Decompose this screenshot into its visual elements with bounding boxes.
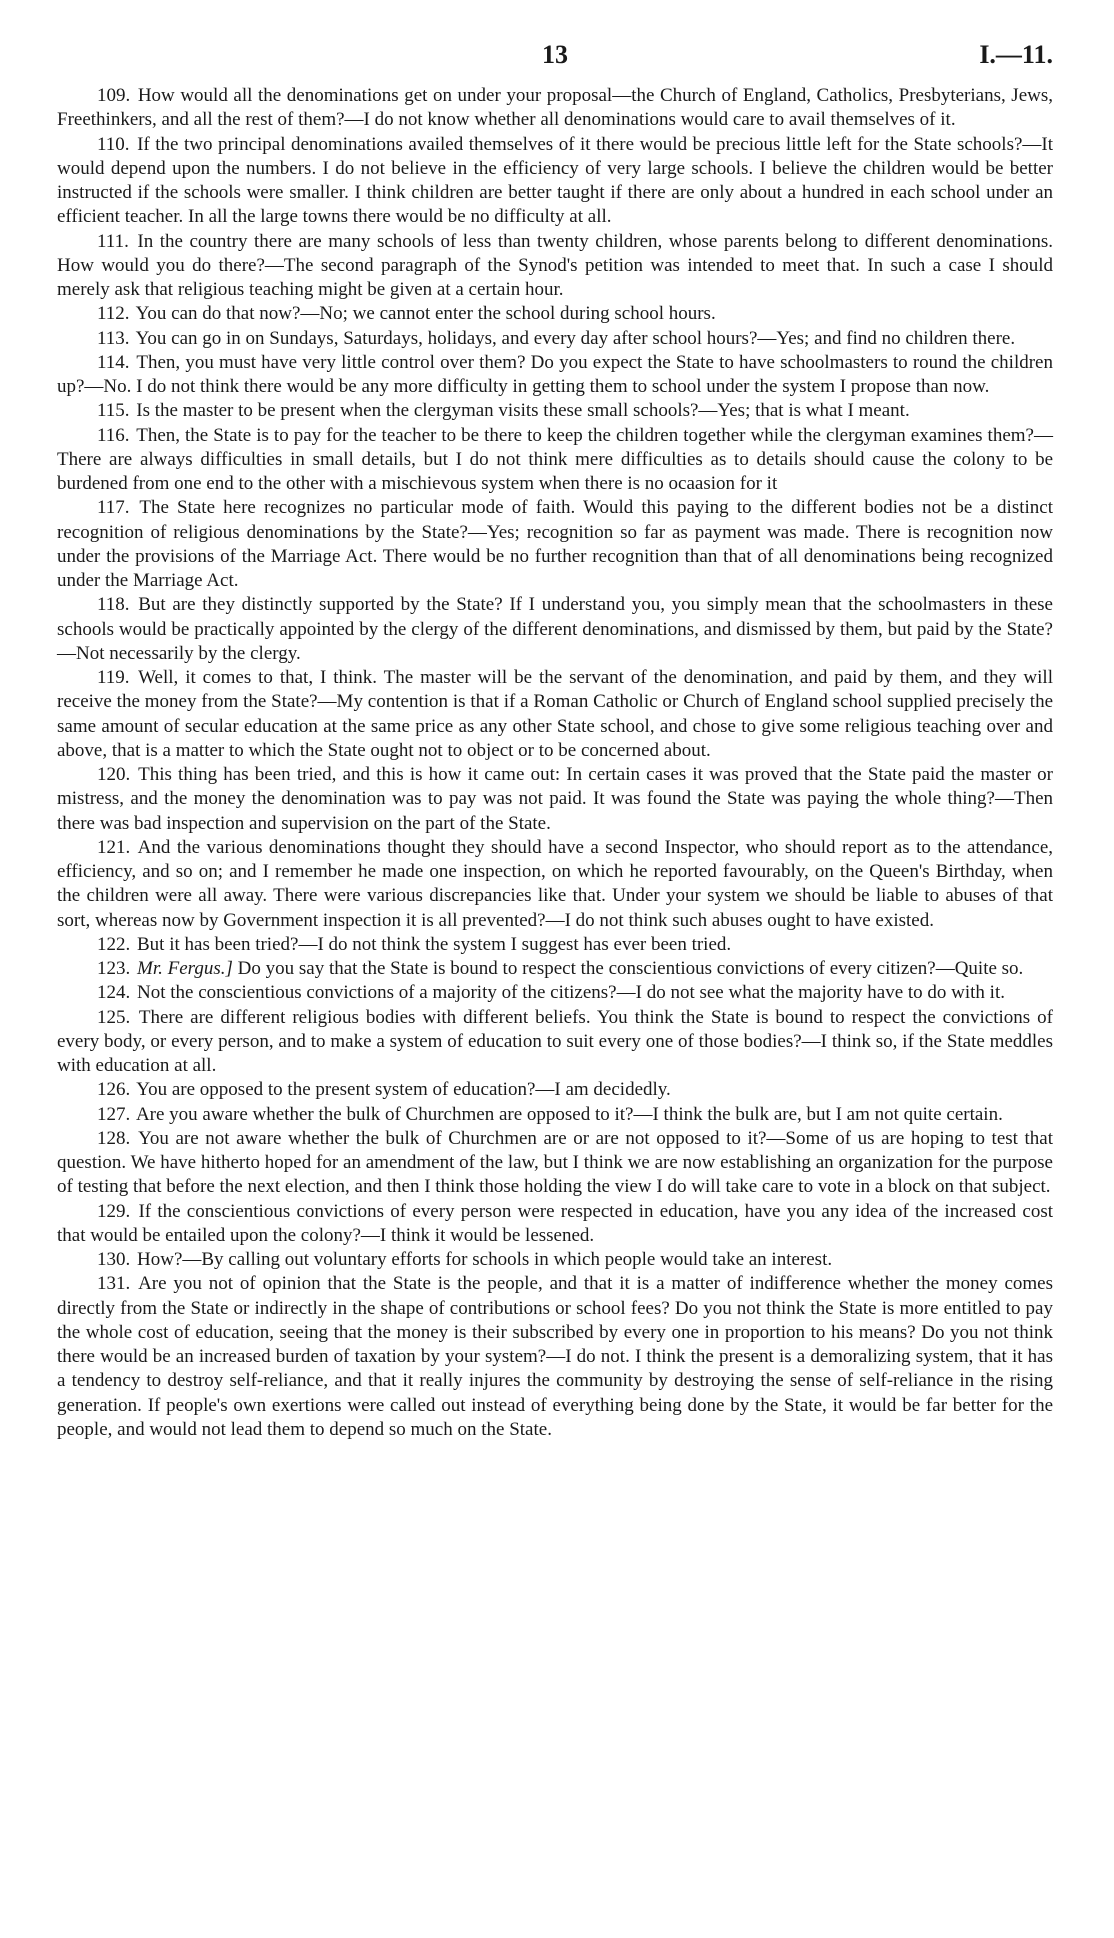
question-126 <box>57 1078 1053 1102</box>
question-text: You can go in on Sundays, Saturdays, holidays, and every day after school hours?—Yes; and find no children there. <box>135 327 1016 349</box>
question-128 <box>57 1127 1053 1200</box>
question-number: 114. <box>97 351 130 373</box>
question-number: 110. <box>97 133 130 155</box>
question-112 <box>57 302 1053 326</box>
question-text: Are you not of opinion that the State is the people, and that it is a matter of indifference whether the money comes directly from the State or indirectly in the shape of contributions or school fees? Do you not think the State is more entitled to pay the whole cost of education, seeing that the money is their subscribed by every one in proportion to his means? Do you not think there would be an increased burden of taxation by your system?—I do not. I think the present is a demoralizing system, that it has a tendency to destroy self-reliance, and that it really injures the community by destroying the sense of self-reliance in the rising generation. If people's own exertions were called out instead of everything being done by the State, it would be far better for the people, and would not lead them to depend so much on the State. <box>57 1273 1053 1440</box>
question-125 <box>57 1006 1053 1079</box>
question-text: Not the conscientious convictions of a majority of the citizens?—I do not see what the majority have to do with it. <box>137 982 1005 1004</box>
question-text: There are different religious bodies with different beliefs. You think the State is bound to respect the convictions of every body, or every person, and to make a system of education to suit every one of those bodies?—I think so, if the State meddles with education at all. <box>57 1006 1053 1076</box>
question-number: 113. <box>97 327 130 349</box>
question-110 <box>57 133 1053 230</box>
question-number: 112. <box>97 303 130 325</box>
question-number: 122. <box>97 933 131 955</box>
question-number: 129. <box>97 1200 131 1222</box>
question-text: How?—By calling out voluntary efforts for schools in which people would take an interest. <box>137 1249 833 1270</box>
question-text: How would all the denominations get on under your proposal—the Church of England, Catholics, Presbyterians, Jews, Freethinkers, and all the rest of them?—I do not know whether all denominations would care to avail themselves of it. <box>57 85 1054 131</box>
question-text: You are not aware whether the bulk of Churchmen are or are not opposed to it?—Some of us are hoping to test that question. We have hitherto hoped for an amendment of the law, but I think we are now establishing an organization for the purpose of testing that before the next election, and then I think those holding the view I do will take care to vote in a block on that subject. <box>57 1127 1053 1198</box>
question-text: Do you say that the State is bound to respect the conscientious convictions of every citizen?—Quite so. <box>237 958 1024 979</box>
question-number: 124. <box>97 982 131 1004</box>
question-text: Well, it comes to that, I think. The master will be the servant of the denomination, and paid by them, and they will receive the money from the State?—My contention is that if a Roman Catholic or Church of England school supplied precisely the same amount of secular education at the same price as any other State school, and chose to give some religious teaching over and above, that is a matter to which the State ought not to object or to be concerned about. <box>57 667 1053 761</box>
question-111 <box>57 230 1053 303</box>
question-text: You are opposed to the present system of education?—I am decidedly. <box>136 1079 671 1101</box>
question-text: And the various denominations thought they should have a second Inspector, who should report as to the attendance, efficiency, and so on; and I remember he made one inspection, on which he reported favourably, on the Queen's Birthday, when the children were all away. There were various discrepancies like that. Under your system we should be liable to abuses of that sort, whereas now by Government inspection it is all prevented?—I do not think such abuses ought to have existed. <box>57 836 1054 931</box>
question-121 <box>57 836 1053 933</box>
question-114 <box>57 351 1053 400</box>
question-text: But are they distinctly supported by the State? If I understand you, you simply mean that the schoolmasters in these schools would be practically appointed by the clergy of the different denominations, and dismissed by them, but paid by the State?—Not necessarily by the clergy. <box>57 594 1053 664</box>
question-number: 130. <box>97 1249 131 1270</box>
document-reference: I.—11. <box>979 40 1053 69</box>
question-number: 128. <box>97 1127 131 1149</box>
question-number: 116. <box>97 424 130 446</box>
speaker-name: Mr. Fergus.] <box>137 958 233 979</box>
question-number: 109. <box>97 85 131 106</box>
question-text: The State here recognizes no particular mode of faith. Would this paying to the different bodies not be a distinct recognition of religious denominations by the State?—Yes; recognition so far as payment was made. There is recognition now under the provisions of the Marriage Act. There would be no further recognition than that of all denominations being recognized under the Marriage Act. <box>57 497 1053 591</box>
question-number: 118. <box>97 594 130 616</box>
question-127 <box>57 1103 1053 1127</box>
question-129 <box>57 1200 1053 1249</box>
question-text: Then, the State is to pay for the teacher to be there to keep the children together while the clergyman examines them?—There are always difficulties in small details, but I do not think mere difficulties as to details should cause the colony to be burdened from one end to the other with a mischievous system when there is no ocaasion for it <box>57 424 1053 494</box>
question-number: 126. <box>97 1079 131 1101</box>
question-118 <box>57 593 1053 666</box>
question-number: 111. <box>97 230 129 252</box>
question-number: 127. <box>97 1103 131 1125</box>
question-number: 120. <box>97 764 131 785</box>
question-130 <box>57 1248 1053 1272</box>
question-number: 125. <box>97 1006 131 1028</box>
question-text: But it has been tried?—I do not think the system I suggest has ever been tried. <box>137 933 732 955</box>
question-text: Is the master to be present when the clergyman visits these small schools?—Yes; that is what I meant. <box>136 400 910 422</box>
question-number: 117. <box>97 497 130 519</box>
question-number: 115. <box>97 400 130 422</box>
question-number: 123. <box>97 958 131 979</box>
question-text: You can do that now?—No; we cannot enter the school during school hours. <box>135 303 716 325</box>
question-116 <box>57 424 1053 497</box>
question-text: If the two principal denominations availed themselves of it there would be precious little left for the State schools?—It would depend upon the numbers. I do not believe in the efficiency of very large schools. I believe the children would be better instructed if the schools were smaller. I think children are better taught if there are only about a hundred in each school under an efficient teacher. In all the large towns there would be no difficulty at all. <box>57 133 1054 228</box>
document-page <box>57 40 1053 1442</box>
question-text: In the country there are many schools of less than twenty children, whose parents belong to different denominations. How would you do there?—The second paragraph of the Synod's petition was intended to meet that. In such a case I should merely ask that religious teaching might be given at a certain hour. <box>57 230 1053 300</box>
question-123 <box>57 957 1053 981</box>
question-115 <box>57 399 1053 423</box>
question-113 <box>57 327 1053 351</box>
question-text: If the conscientious convictions of every person were respected in education, have you any idea of the increased cost that would be entailed upon the colony?—I think it would be lessened. <box>57 1200 1054 1246</box>
question-117 <box>57 496 1053 593</box>
question-109 <box>57 84 1053 133</box>
question-124 <box>57 981 1053 1005</box>
testimony-body <box>57 84 1053 1442</box>
question-number: 131. <box>97 1273 131 1295</box>
page-header <box>57 40 1053 84</box>
question-122 <box>57 933 1053 957</box>
question-119 <box>57 666 1053 763</box>
page-number: 13 <box>542 40 568 69</box>
question-131 <box>57 1272 1053 1442</box>
question-number: 119. <box>97 667 130 688</box>
question-text: This thing has been tried, and this is how it came out: In certain cases it was proved that the State paid the master or mistress, and the money the denomination was to pay was not paid. It was found the State was paying the whole thing?—Then there was bad inspection and supervision on the part of the State. <box>57 764 1053 834</box>
question-number: 121. <box>97 836 131 858</box>
question-text: Then, you must have very little control over them? Do you expect the State to have schoolmasters to round the children up?—No. I do not think there would be any more difficulty in getting them to school under the system I propose than now. <box>57 351 1053 397</box>
question-text: Are you aware whether the bulk of Churchmen are opposed to it?—I think the bulk are, but I am not quite certain. <box>135 1103 1003 1125</box>
question-120 <box>57 763 1053 836</box>
